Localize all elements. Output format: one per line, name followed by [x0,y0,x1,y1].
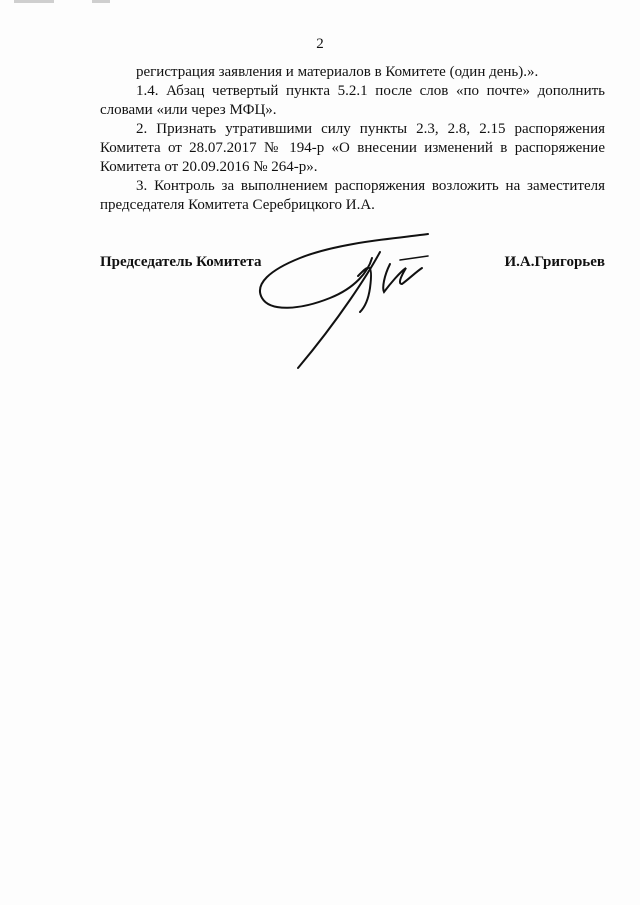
scan-edge-mark [92,0,110,3]
paragraph-item-2: 2. Признать утратившими силу пункты 2.3, 2.8, 2.15 распоряжения Комитета от 28.07.2017 № 194-р «О внесении изменений в распоряжение Комитета от 20.09.2016 № 264-р». [100,121,605,175]
paragraph-item-1-4: 1.4. Абзац четвертый пункта 5.2.1 после слов «по почте» дополнить словами «или через МФЦ». [100,83,605,118]
page-number: 2 [316,36,324,52]
handwritten-signature [250,228,450,373]
document-body [100,63,605,215]
paragraph-continuation: регистрация заявления и материалов в Комитете (один день).». [136,64,539,80]
signatory-name: И.А.Григорьев [504,254,605,270]
scan-edge-mark [14,0,54,3]
paragraph-item-3: 3. Контроль за выполнением распоряжения возложить на заместителя председателя Комитета Серебрицкого И.А. [100,178,605,213]
signatory-position: Председатель Комитета [100,254,262,270]
